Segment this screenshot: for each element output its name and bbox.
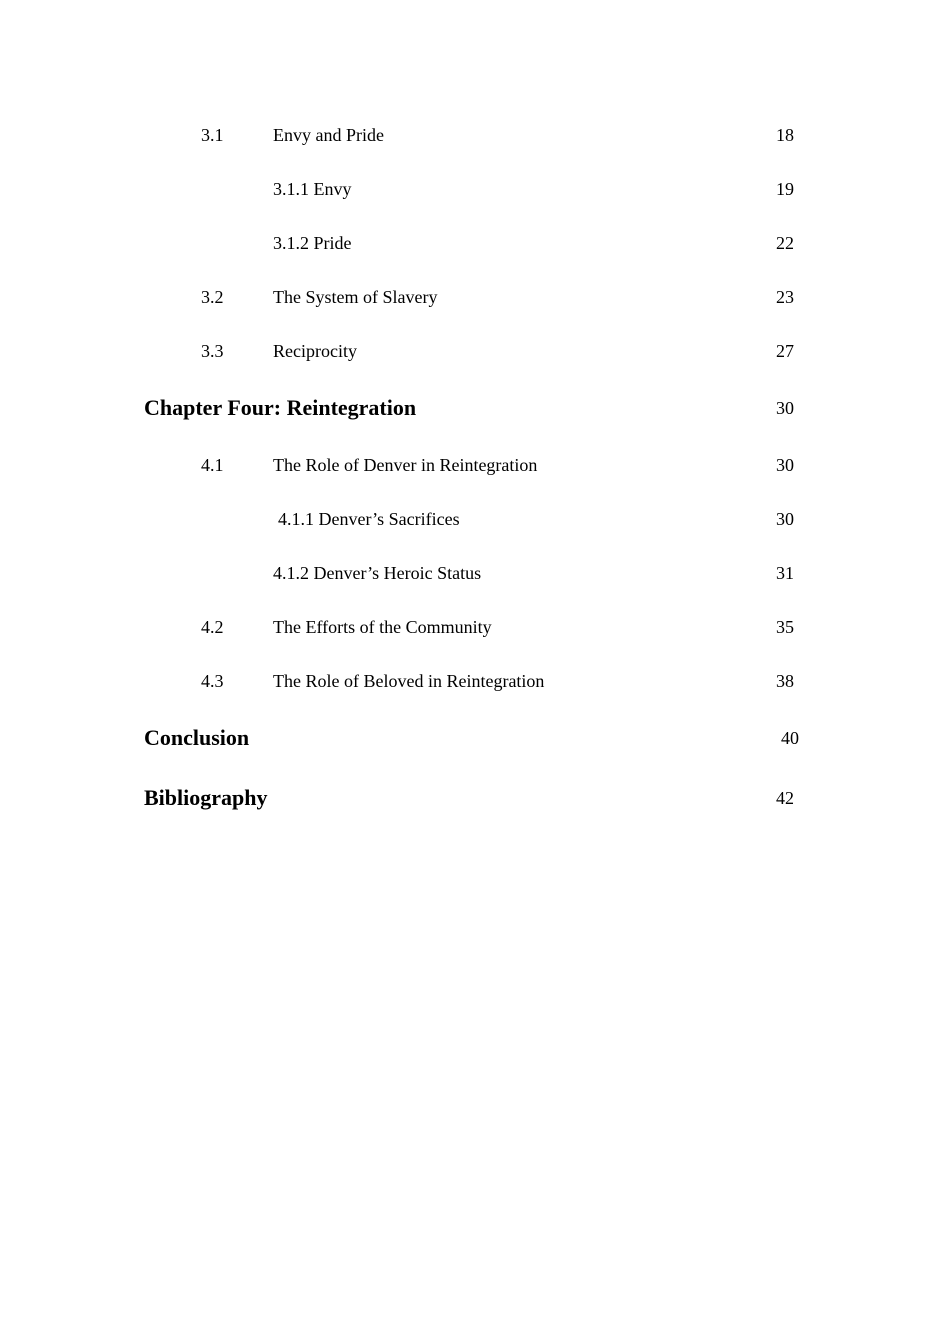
toc-chapter-four — [0, 393, 950, 423]
section-title: The Efforts of the Community — [273, 617, 492, 637]
chapter-title: Chapter Four: Reintegration — [144, 395, 417, 420]
toc-entry-4-1-2 — [0, 558, 950, 588]
section-title: Envy and Pride — [273, 125, 384, 145]
section-title: Reciprocity — [273, 341, 357, 361]
section-number: 3.2 — [201, 287, 224, 307]
section-title: The Role of Denver in Reintegration — [273, 455, 538, 475]
toc-entry-3-1-1 — [0, 174, 950, 204]
toc-entry-3-1 — [0, 120, 950, 150]
toc-entry-4-1-1 — [0, 504, 950, 534]
section-title: The System of Slavery — [273, 287, 438, 307]
section-number: 4.3 — [201, 671, 224, 691]
toc-entry-4-2 — [0, 612, 950, 642]
toc-entry-4-3 — [0, 666, 950, 696]
page-number: 40 — [781, 728, 799, 748]
section-title: 3.1.1 Envy — [273, 179, 352, 199]
page-number: 30 — [776, 455, 794, 475]
page-number: 38 — [776, 671, 794, 691]
page-number: 35 — [776, 617, 794, 637]
section-number: 3.3 — [201, 341, 224, 361]
chapter-title: Bibliography — [144, 785, 268, 810]
page-number: 30 — [776, 398, 794, 418]
page-number: 30 — [776, 509, 794, 529]
toc-entry-3-2 — [0, 282, 950, 312]
toc-entry-3-3 — [0, 336, 950, 366]
page-number: 22 — [776, 233, 794, 253]
toc-conclusion — [0, 723, 950, 753]
section-title: The Role of Beloved in Reintegration — [273, 671, 545, 691]
section-title: 3.1.2 Pride — [273, 233, 352, 253]
section-number: 4.1 — [201, 455, 224, 475]
section-number: 4.2 — [201, 617, 224, 637]
page-number: 31 — [776, 563, 794, 583]
chapter-title: Conclusion — [144, 725, 250, 750]
toc-entry-4-1 — [0, 450, 950, 480]
page-number: 19 — [776, 179, 794, 199]
toc-entry-3-1-2 — [0, 228, 950, 258]
page-number: 18 — [776, 125, 794, 145]
section-title: 4.1.2 Denver’s Heroic Status — [273, 563, 482, 583]
section-title: 4.1.1 Denver’s Sacrifices — [278, 509, 460, 529]
page-number: 42 — [776, 788, 794, 808]
page-number: 23 — [776, 287, 794, 307]
toc-bibliography — [0, 783, 950, 813]
page-number: 27 — [776, 341, 794, 361]
section-number: 3.1 — [201, 125, 224, 145]
